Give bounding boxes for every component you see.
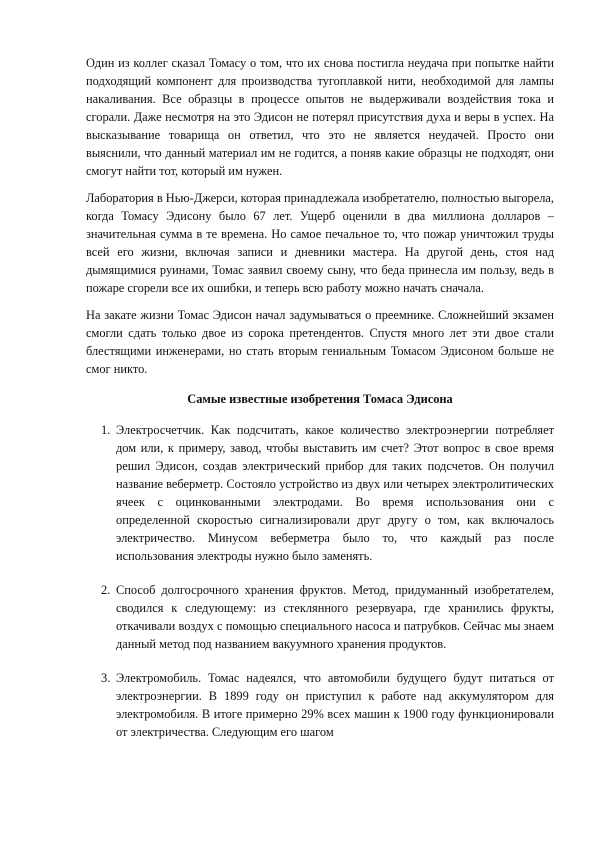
list-item-fruit-storage	[86, 581, 554, 653]
list-item-number: 3.	[101, 671, 111, 685]
list-item-text: Электросчетчик. Как подсчитать, какое количество электроэнергии потребляет дом или, к примеру, завод, чтобы выставить им счет? Этот вопрос в свое время решил Эдисон, создав электрический прибор для таких подсчетов. Он получил название веберметр. Состояло устройство из двух или четырех электролитических ячеек с оцинкованными электродами. Во время использования они с определенной скоростью сигнализировали друг другу о том, как включалось электричество. Минусом веберметра было то, что каждый раз после использования электроды нужно было заменять.	[116, 423, 554, 563]
list-item-number: 1.	[101, 423, 111, 437]
inventions-list	[86, 421, 554, 741]
section-heading: Самые известные изобретения Томаса Эдисона	[187, 392, 453, 406]
list-item-electric-car	[86, 669, 554, 741]
list-item-text: Способ долгосрочного хранения фруктов. Метод, придуманный изобретателем, сводился к следующему: из стеклянного резервуара, где хранились фрукты, откачивали воздух с помощью специального насоса и патрубков. Сейчас мы знаем данный метод под названием вакуумного хранения продуктов.	[116, 583, 554, 651]
document-page	[86, 54, 554, 757]
list-item-text: Электромобиль. Томас надеялся, что автомобили будущего будут питаться от электроэнергии. В 1899 году он приступил к работе над аккумулятором для электромобиля. В итоге примерно 29% всех машин к 1900 году функционировали от электричества. Следующим его шагом	[116, 671, 554, 739]
paragraph-colleague-story: Один из коллег сказал Томасу о том, что их снова постигла неудача при попытке найти подходящий компонент для производства тугоплавкой нити, необходимой для лампы накаливания. Все образцы в процессе опытов не выдерживали воздействия тока и сгорали. Даже несмотря на это Эдисон не потерял присутствия духа и веры в успех. На высказывание товарища он ответил, что это не является неудачей. Просто они выяснили, что данный материал им не годится, а поняв какие образцы не подходят, они смогут найти тот, который им нужен.	[86, 56, 554, 178]
paragraph-successor: На закате жизни Томас Эдисон начал задумываться о преемнике. Сложнейший экзамен смогли сдать только двое из сорока претендентов. Спустя много лет эти двое стали блестящими инженерами, но стать вторым гениальным Томасом Эдисоном больше не смог никто.	[86, 308, 554, 376]
list-item-number: 2.	[101, 583, 111, 597]
paragraph-lab-fire: Лаборатория в Нью-Джерси, которая принадлежала изобретателю, полностью выгорела, когда Томасу Эдисону было 67 лет. Ущерб оценили в два миллиона долларов – значительная сумма в те времена. Но самое печальное то, что пожар уничтожил труды всей его жизни, включая записи и дневники мастера. На другой день, стоя над дымящимися руинами, Томас заявил своему сыну, что беда принесла им пользу, ведь в пожаре сгорели все их ошибки, и теперь всю работу можно начать сначала.	[86, 191, 554, 295]
list-item-electricity-meter	[86, 421, 554, 565]
